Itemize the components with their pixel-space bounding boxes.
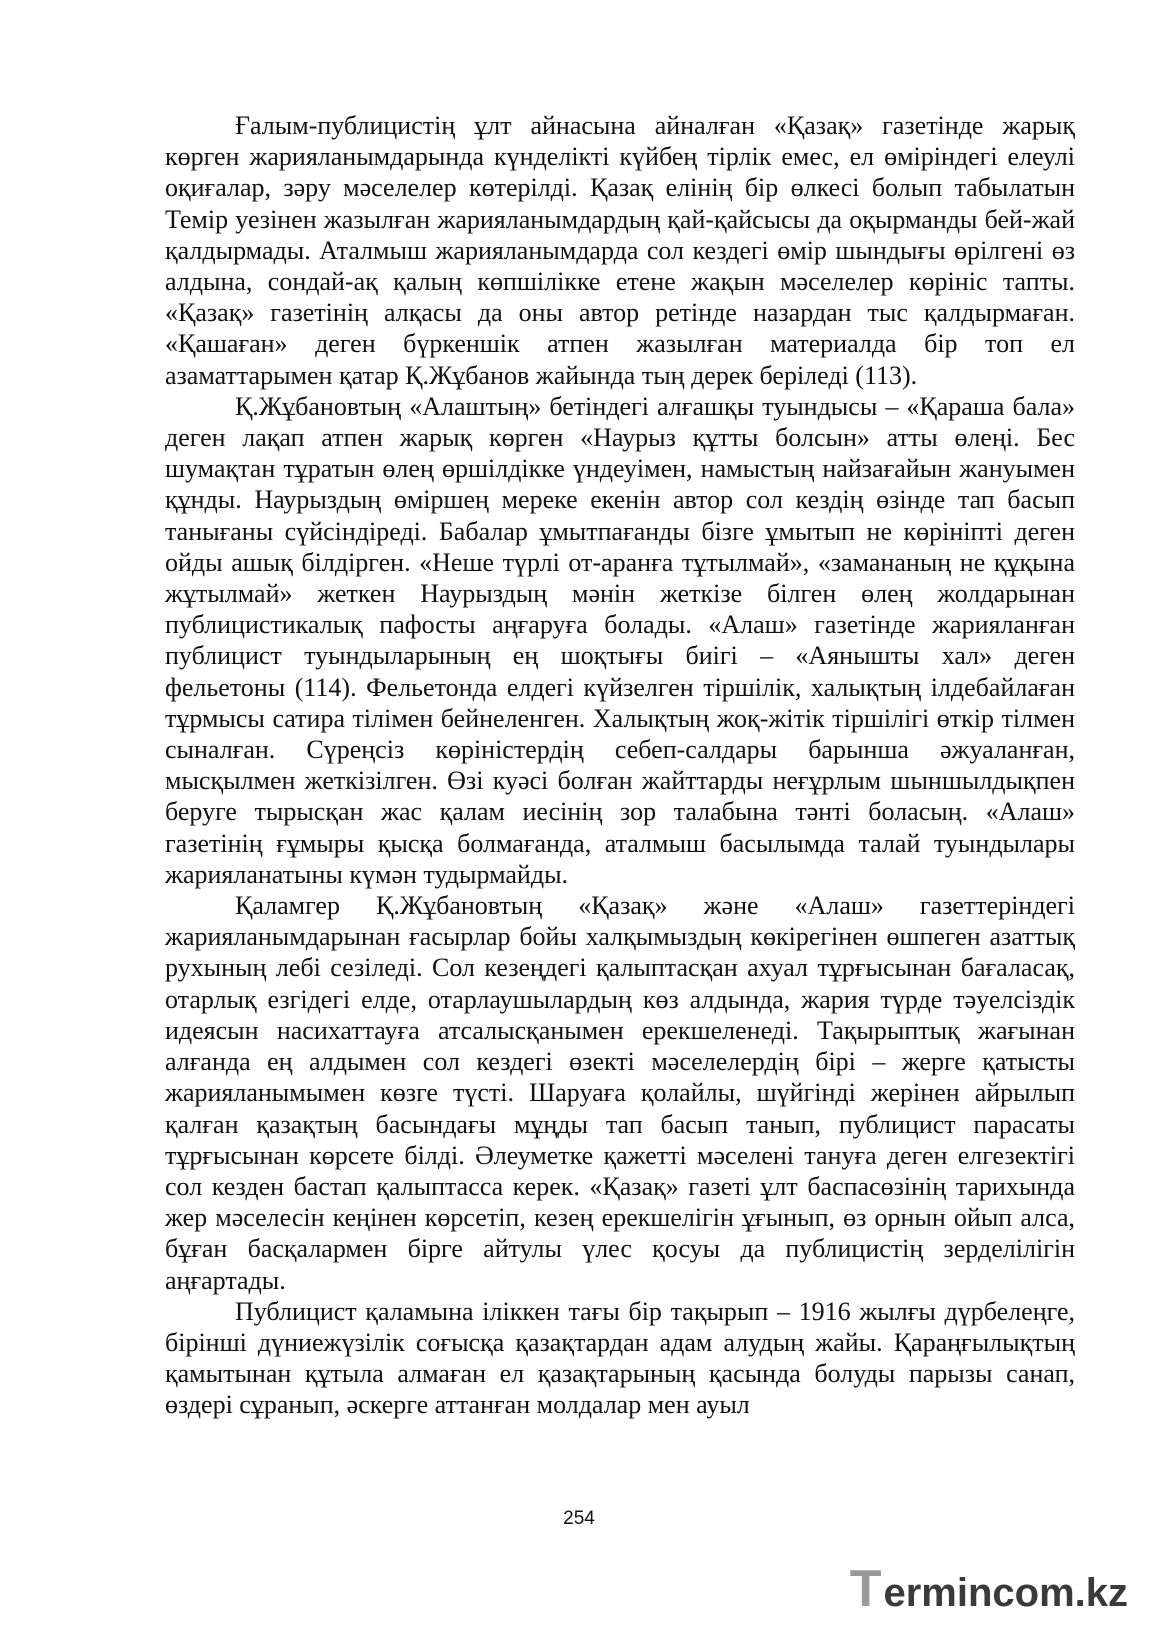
watermark-text: ermincom.kz xyxy=(883,1571,1128,1615)
page-number: 254 xyxy=(563,1508,595,1529)
paragraph: Публицист қаламына іліккен тағы бір тақырып – 1916 жылғы дүрбелеңге, бірінші дүниежүзілік соғысқа қазақтардан адам алудың жайы. Қараңғылықтың қамытынан құтыла алмаған ел қазақтарының қасында болуды парызы санап, өздері сұранып, әскерге аттанған молдалар мен ауыл xyxy=(165,1296,1075,1420)
paragraph: Қ.Жұбановтың «Алаштың» бетіндегі алғашқы туындысы – «Қараша бала» деген лақап атпен жарық көрген «Наурыз құтты болсын» атты өлеңі. Бес шумақтан тұратын өлең өршілдікке үндеуімен, намыстың найзағайын жануымен құнды. Наурыздың өміршең мереке екенін автор сол кездің өзінде тап басып танығаны сүйсіндіреді. Бабалар ұмытпағанды бізге ұмытып не көрініпті деген ойды ашық білдірген. «Неше түрлі от-аранға тұтылмай», «замананың не құқына жұтылмай» жеткен Наурыздың мәнін жеткізе білген өлең жолдарынан публицистикалық пафосты аңғаруға болады. «Алаш» газетінде жарияланған публицист туындыларының ең шоқтығы биігі – «Аянышты хал» деген фельетоны (114). Фельетонда елдегі күйзелген тіршілік, халықтың ілдебайлаған тұрмысы сатира тілімен бейнеленген. Халықтың жоқ-жітік тіршілігі өткір тілмен сыналған. Сүреңсіз көріністердің себеп-салдары барынша әжуаланған, мысқылмен жеткізілген. Өзі куәсі болған жайттарды неғұрлым шыншылдықпен беруге тырысқан жас қалам иесінің зор талабына тәнті боласың. «Алаш» газетінің ғұмыры қысқа болмағанда, аталмыш басылымда талай туындылары жарияланатыны күмән тудырмайды. xyxy=(165,391,1075,889)
paragraph: Қаламгер Қ.Жұбановтың «Қазақ» және «Алаш» газеттеріндегі жарияланымдарынан ғасырлар бойы халқымыздың көкірегінен өшпеген азаттық рухының лебі сезіледі. Сол кезеңдегі қалыптасқан ахуал тұрғысынан бағаласақ, отарлық езгідегі елде, отарлаушылардың көз алдында, жария түрде тәуелсіздік идеясын насихаттауға атсалысқанымен ерекшеленеді. Тақырыптық жағынан алғанда ең алдымен сол кездегі өзекті мәселелердің бірі – жерге қатысты жарияланымымен көзге түсті. Шаруаға қолайлы, шүйгінді жерінен айрылып қалған қазақтың басындағы мұңды тап басып танып, публицист парасаты тұрғысынан көрсете білді. Әлеуметке қажетті мәселені тануға деген елгезектігі сол кезден бастап қалыптасса керек. «Қазақ» газеті ұлт баспасөзінің тарихында жер мәселесін кеңінен көрсетіп, кезең ерекшелігін ұғынып, өз орнын ойып алса, бұған басқалармен бірге айтулы үлес қосуы да публицистің зерделілігін аңғартады. xyxy=(165,891,1075,1295)
watermark-logo xyxy=(850,1559,1128,1619)
paragraph: Ғалым-публицистің ұлт айнасына айналған «Қазақ» газетінде жарық көрген жарияланымдарында күнделікті күйбең тірлік емес, ел өміріндегі елеулі оқиғалар, зәру мәселелер көтерілді. Қазақ елінің бір өлкесі болып табылатын Темір уезінен жазылған жарияланымдардың қай-қайсысы да оқырманды бей-жай қалдырмады. Аталмыш жарияланымдарда сол кездегі өмір шындығы өрілгені өз алдына, сондай-ақ қалың көпшілікке етене жақын мәселелер көрініс тапты. «Қазақ» газетінің алқасы да оны автор ретінде назардан тыс қалдырмаған. «Қашаған» деген бүркеншік атпен жазылған материалда бір топ ел азаматтарымен қатар Қ.Жұбанов жайында тың дерек беріледі (113). xyxy=(165,111,1075,390)
page-body xyxy=(165,110,1075,1421)
watermark-first-letter: T xyxy=(849,1560,882,1618)
